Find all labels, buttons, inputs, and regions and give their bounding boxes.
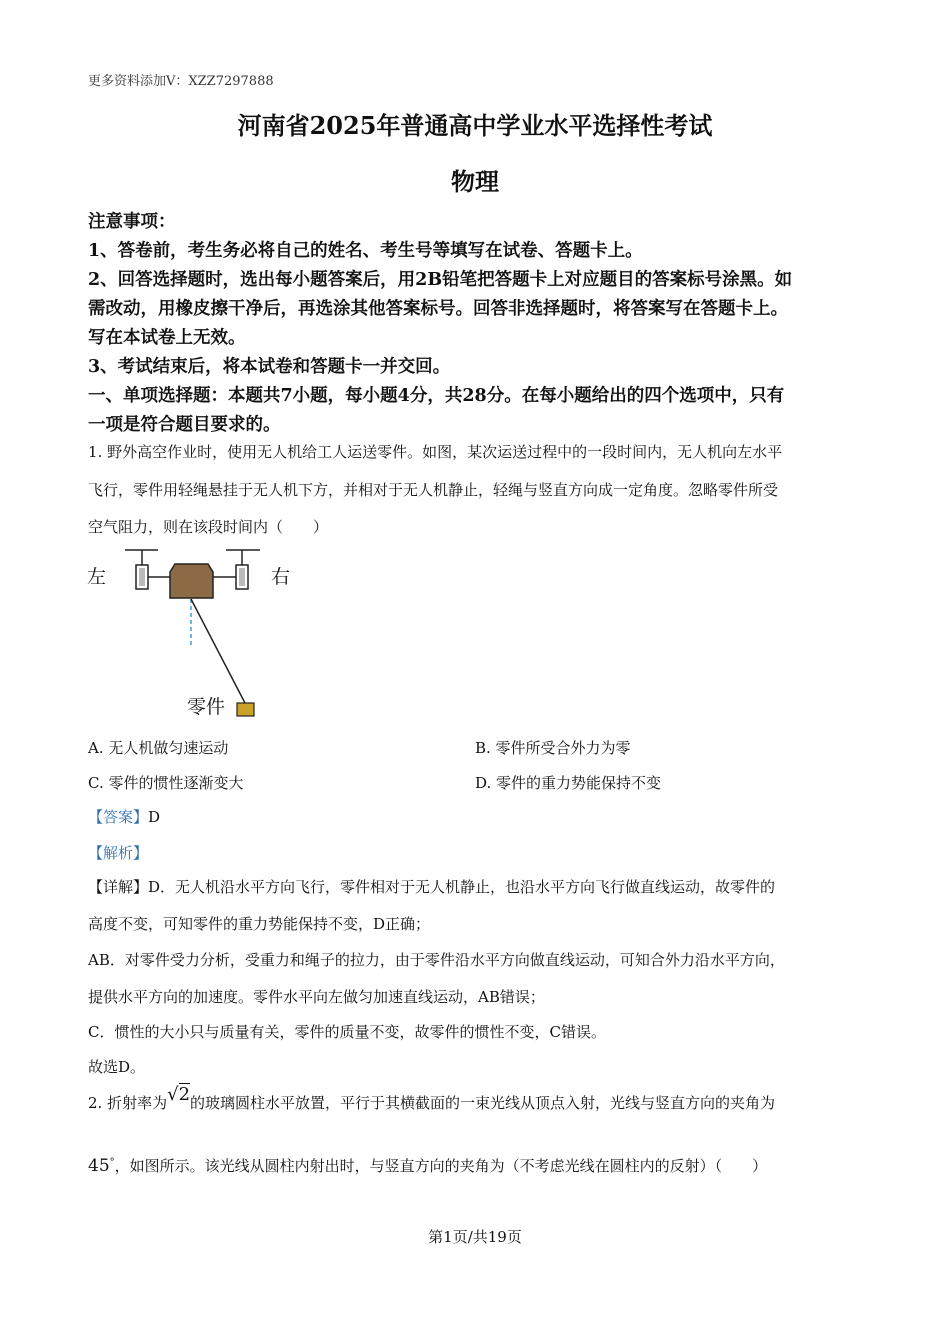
q1-stem-line-1: 1. 野外高空作业时，使用无人机给工人运送零件。如图，某次运送过程中的一段时间内，无人机向左水平 [88, 443, 783, 461]
section-1-line-1: 一、单项选择题：本题共7小题，每小题4分，共28分。在每小题给出的四个选项中，只有 [88, 386, 785, 406]
notice-item-2-line-3: 写在本试卷上无效。 [88, 328, 246, 348]
q1-conclusion: 故选D。 [88, 1058, 146, 1076]
sqrt-radicand: 2 [178, 1084, 191, 1105]
detail-text: D．无人机沿水平方向飞行，零件相对于无人机静止，也沿水平方向飞行做直线运动，故零件的 [148, 878, 776, 896]
notice-heading: 注意事项： [88, 212, 176, 232]
q2-prefix: 2. 折射率为 [88, 1094, 168, 1112]
q2-stem-line-1 [88, 1084, 868, 1122]
answer-value: D [148, 808, 161, 826]
notice-item-2-line-2: 需改动，用橡皮擦干净后，再选涂其他答案标号。回答非选择题时，将答案写在答题卡上。 [88, 299, 788, 319]
q1-detail-line-2: 高度不变，可知零件的重力势能保持不变，D正确； [88, 915, 431, 933]
q1-ab-line-1: AB．对零件受力分析，受重力和绳子的拉力，由于零件沿水平方向做直线运动，可知合外力沿水平方向， [88, 951, 785, 969]
notice-item-3: 3、考试结束后，将本试卷和答题卡一并交回。 [88, 357, 451, 377]
section-1-line-2: 一项是符合题目要求的。 [88, 415, 281, 435]
q1-option-d: D. 零件的重力势能保持不变 [475, 774, 662, 792]
q1-detail-line-1 [88, 876, 868, 898]
notice-item-2-line-1: 2、回答选择题时，选出每小题答案后，用2B铅笔把答题卡上对应题目的答案标号涂黑。如 [88, 270, 793, 290]
drone-figure [82, 546, 291, 724]
notice-item-1: 1、答卷前，考生务必将自己的姓名、考生号等填写在试卷、答题卡上。 [88, 241, 643, 261]
exam-title: 河南省2025年普通高中学业水平选择性考试 [237, 111, 713, 140]
analysis-tag: 【解析】 [88, 844, 149, 862]
q1-ab-line-2: 提供水平方向的加速度。零件水平向左做匀加速直线运动，AB错误； [88, 988, 545, 1006]
answer-tag: 【答案】 [88, 808, 149, 826]
left-label: 左 [87, 566, 107, 588]
subject-title: 物理 [451, 167, 499, 196]
q1-option-c: C. 零件的惯性逐渐变大 [88, 774, 244, 792]
q1-stem-line-3: 空气阻力，则在该段时间内（ ） [88, 518, 329, 536]
sqrt-expression: √2 [167, 1084, 191, 1105]
detail-tag: 【详解】 [88, 878, 149, 896]
q1-option-a: A. 无人机做匀速运动 [88, 739, 229, 757]
part-label: 零件 [187, 696, 226, 718]
q1-answer-line [88, 806, 868, 828]
q2-line-2-text: ，如图所示。该光线从圆柱内射出时，与竖直方向的夹角为（不考虑光线在圆柱内的反射）（ ） [114, 1157, 768, 1175]
degree-sign: ° [109, 1157, 115, 1168]
q2-stem-line-2 [88, 1152, 868, 1177]
q1-option-b: B. 零件所受合外力为零 [475, 739, 631, 757]
drone-diagram [82, 546, 282, 724]
right-label: 右 [271, 566, 291, 588]
q1-c-line: C．惯性的大小只与质量有关，零件的质量不变，故零件的惯性不变，C错误。 [88, 1023, 606, 1041]
q1-stem-line-2: 飞行，零件用轻绳悬挂于无人机下方，并相对于无人机静止，轻绳与竖直方向成一定角度。忽略零件所受 [88, 481, 779, 499]
page-footer: 第1页/共19页 [428, 1228, 522, 1246]
header-note: 更多资料添加V：XZZ7297888 [88, 74, 274, 89]
q2-suffix: 的玻璃圆柱水平放置，平行于其横截面的一束光线从顶点入射，光线与竖直方向的夹角为 [190, 1094, 776, 1112]
angle-value: 45 [88, 1156, 110, 1176]
